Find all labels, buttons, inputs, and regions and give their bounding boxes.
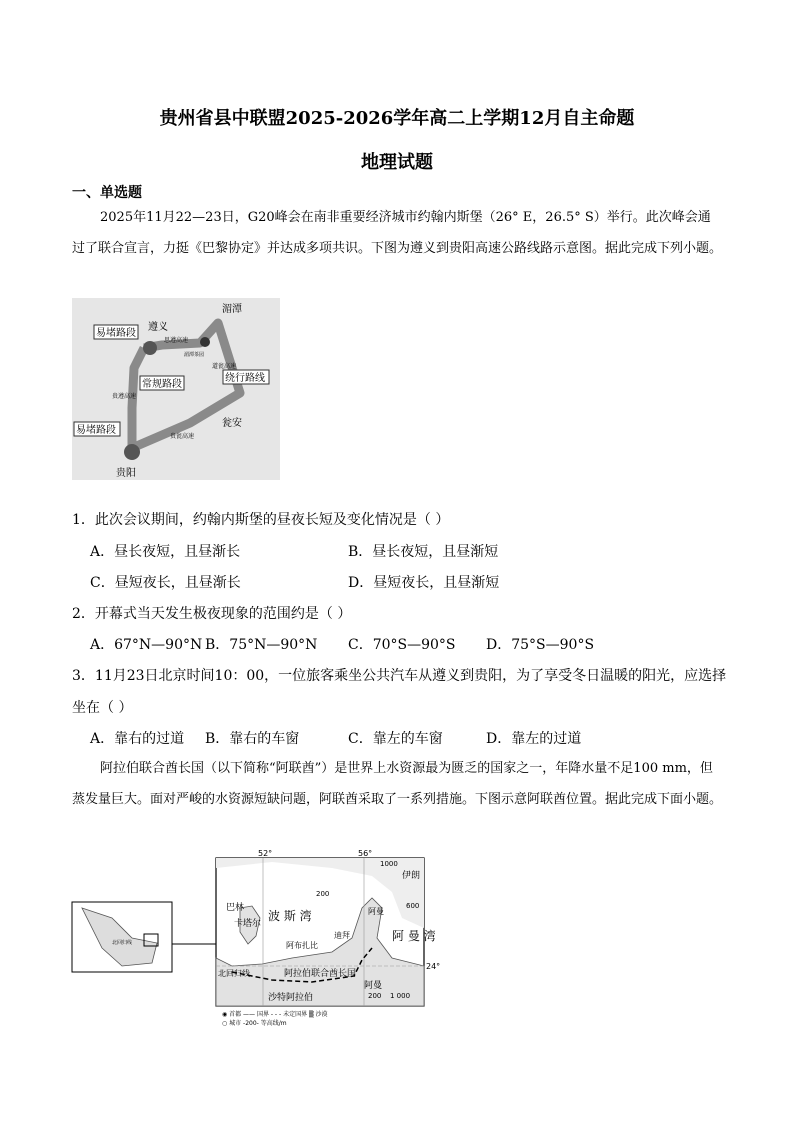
q3-option-d[interactable]: D．靠左的过道: [486, 731, 582, 747]
label-tropic: 北回归线: [218, 969, 250, 978]
highway-route-map: [72, 298, 280, 480]
city-guiyang: 贵阳: [116, 468, 136, 479]
lon-52: 52°: [258, 849, 273, 858]
city-wengan: 瓮安: [222, 418, 242, 429]
page-title: 贵州省县中联盟2025-2026学年高二上学期12月自主命题: [159, 108, 635, 129]
q3-option-a[interactable]: A．靠右的过道: [90, 731, 185, 747]
uae-location-map: [72, 848, 441, 1028]
q1-option-a[interactable]: A．昼长夜短，且昼渐长: [90, 544, 241, 560]
label-persian-gulf: 波 斯 湾: [268, 909, 312, 923]
label-gulf-of-oman: 阿 曼 湾: [392, 929, 436, 943]
contour-1000: 1000: [380, 860, 398, 868]
lat-24: 24°: [426, 962, 441, 971]
road-guizun: 贵遵高速: [112, 393, 137, 400]
q2-option-b[interactable]: B．75°N—90°N: [205, 637, 318, 653]
tea-garden: 湄潭茶园: [184, 352, 205, 358]
question-3-line-2: 坐在（ ）: [72, 700, 133, 716]
label-oman-south: 阿曼: [364, 981, 383, 991]
label-jam-2: 易堵路段: [76, 425, 116, 436]
contour-200-b: 200: [368, 992, 382, 1000]
inset-tropic: 北回归线: [112, 940, 133, 946]
label-bahrain: 巴林: [226, 903, 245, 913]
passage-2: 阿拉伯联合酋长国（以下简称“阿联酋”）是世界上水资源最为匮乏的国家之一，年降水量不足100 mm，但蒸发量巨大。面对严峻的水资源短缺问题，阿联酋采取了一系列措施。下图示意阿联酋位置。据此完成下面小题。: [72, 761, 723, 807]
label-detour: 绕行路线: [225, 373, 265, 384]
label-qatar: 卡塔尔: [234, 919, 262, 929]
label-oman-north: 阿曼: [368, 907, 384, 916]
question-1: 1．此次会议期间，约翰内斯堡的昼夜长短及变化情况是（ ）: [72, 512, 450, 528]
page-subtitle: 地理试题: [361, 152, 433, 173]
lon-56: 56°: [358, 849, 373, 858]
label-iran: 伊朗: [402, 871, 421, 881]
q1-option-b[interactable]: B．昼长夜短，且昼渐短: [348, 544, 499, 560]
question-2: 2．开幕式当天发生极夜现象的范围约是（ ）: [72, 606, 352, 622]
legend-row-1: ◉ 首都 —— 国界 - - - 未定国界 ▒ 沙漠: [222, 1011, 328, 1018]
legend-row-2: ○ 城市 -200- 等高线/m: [222, 1020, 287, 1027]
q1-option-c[interactable]: C．昼短夜长，且昼渐长: [90, 575, 241, 591]
label-saudi: 沙特阿拉伯: [268, 993, 314, 1003]
q3-option-c[interactable]: C．靠左的车窗: [348, 731, 443, 747]
section-heading: 一、单选题: [72, 185, 142, 201]
contour-1000-b: 1 000: [390, 992, 411, 1000]
road-siyun: 思遵高速: [164, 337, 189, 344]
contour-200: 200: [316, 890, 330, 898]
passage-1: 2025年11月22—23日，G20峰会在南非重要经济城市约翰内斯堡（26° E，26.5° S）举行。此次峰会通过了联合宣言，力挺《巴黎协定》并达成多项共识。下图为遵义到贵阳高速公路线路示意图。据此完成下列小题。: [72, 210, 723, 256]
label-normal: 常规路段: [142, 379, 182, 390]
label-dubai: 迪拜: [334, 931, 350, 940]
label-abu-dhabi: 阿布扎比: [286, 941, 318, 950]
contour-600: 600: [406, 902, 420, 910]
road-daoweng: 道瓮高速: [212, 363, 237, 370]
q2-option-c[interactable]: C．70°S—90°S: [348, 637, 456, 653]
city-zunyi: 遵义: [148, 322, 168, 333]
label-uae: 阿拉伯联合酋长国: [284, 969, 357, 979]
road-guiweng: 贵瓮高速: [170, 433, 195, 440]
question-3-line-1: 3．11月23日北京时间10：00，一位旅客乘坐公共汽车从遵义到贵阳，为了享受冬日温暖的阳光，应选择: [72, 668, 727, 684]
label-jam-1: 易堵路段: [96, 328, 136, 339]
q3-option-b[interactable]: B．靠右的车窗: [205, 731, 300, 747]
q2-option-d[interactable]: D．75°S—90°S: [486, 637, 595, 653]
city-meitan: 湄潭: [222, 304, 242, 315]
q1-option-d[interactable]: D．昼短夜长，且昼渐短: [348, 575, 500, 591]
q2-option-a[interactable]: A．67°N—90°N: [90, 637, 203, 653]
